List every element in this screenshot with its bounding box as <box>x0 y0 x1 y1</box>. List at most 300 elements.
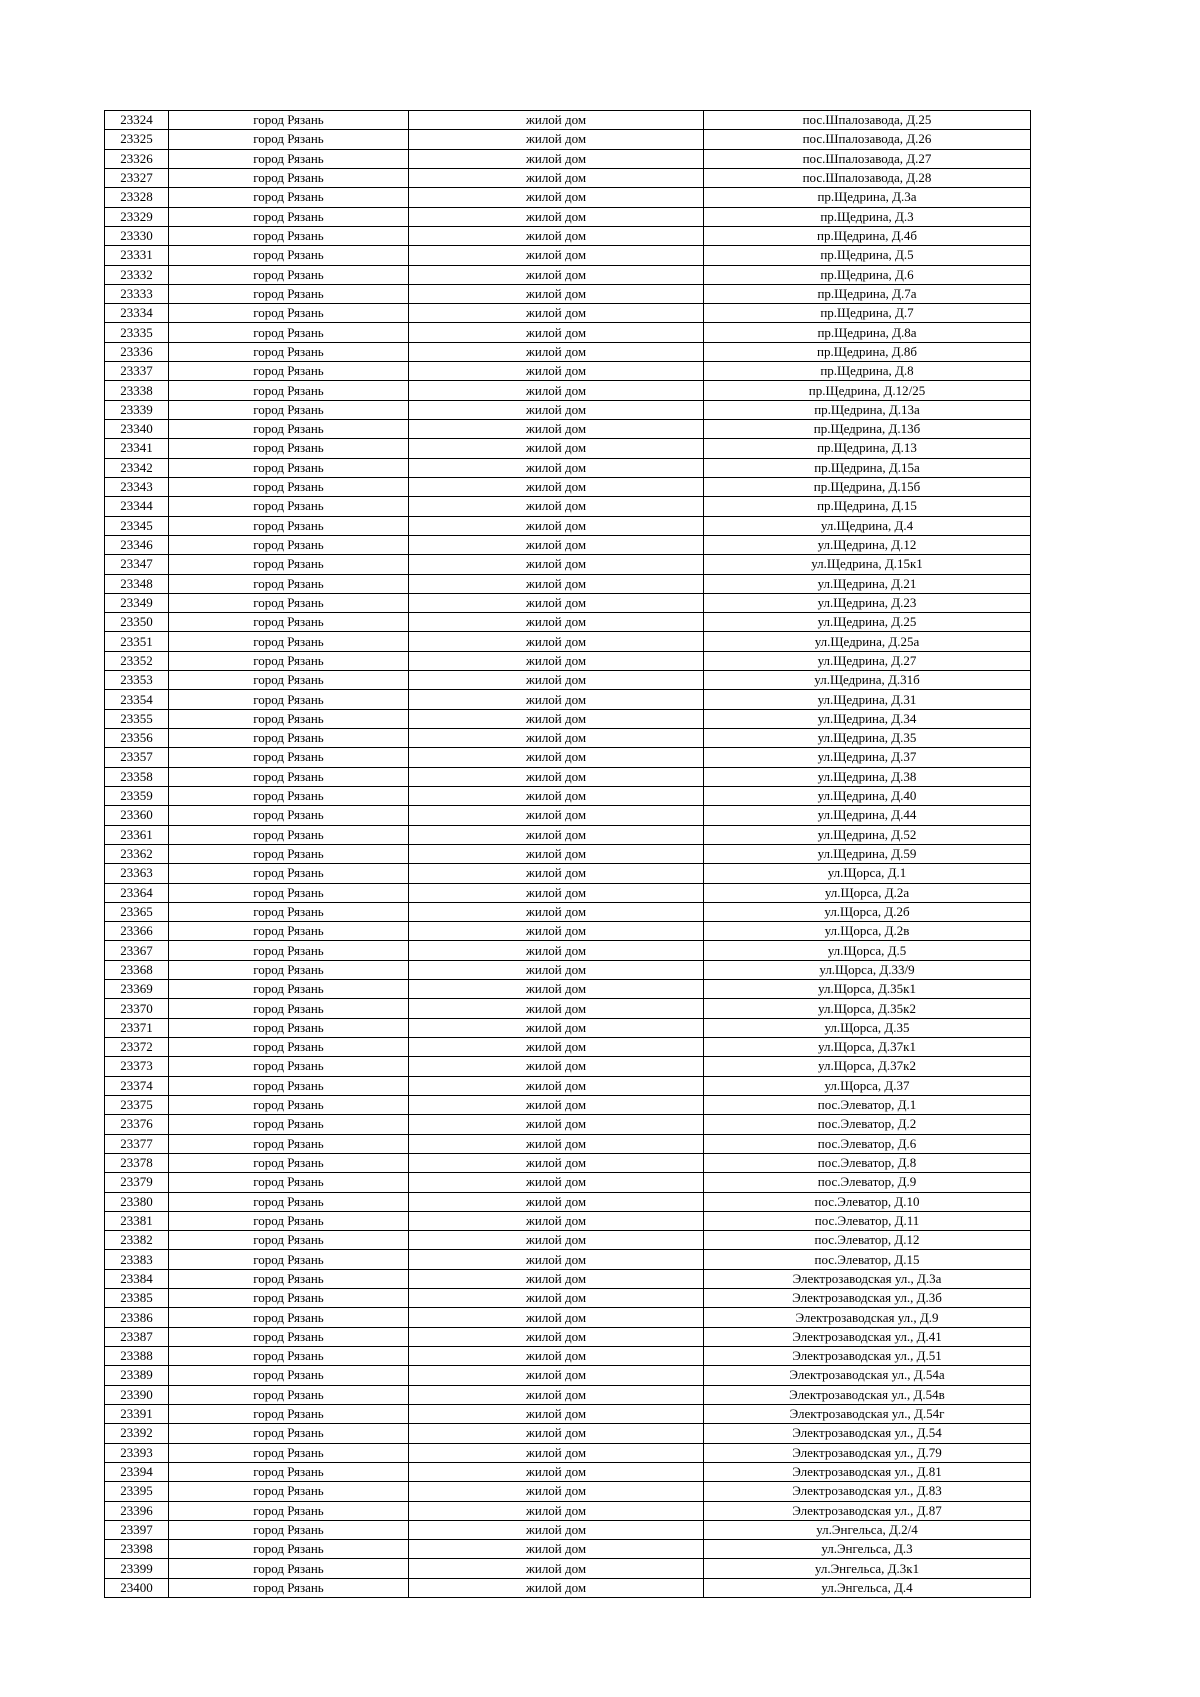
city-cell: город Рязань <box>169 1095 409 1114</box>
row-number-cell: 23325 <box>105 130 169 149</box>
address-cell: пос.Шпалозавода, Д.28 <box>704 168 1031 187</box>
address-cell: пр.Щедрина, Д.7а <box>704 284 1031 303</box>
table-row <box>105 1115 1031 1134</box>
table-row <box>105 477 1031 496</box>
city-cell: город Рязань <box>169 149 409 168</box>
building-type-cell: жилой дом <box>409 1462 704 1481</box>
city-cell: город Рязань <box>169 1211 409 1230</box>
building-type-cell: жилой дом <box>409 362 704 381</box>
building-type-cell: жилой дом <box>409 748 704 767</box>
city-cell: город Рязань <box>169 941 409 960</box>
building-type-cell: жилой дом <box>409 1347 704 1366</box>
table-row <box>105 748 1031 767</box>
city-cell: город Рязань <box>169 1231 409 1250</box>
city-cell: город Рязань <box>169 1443 409 1462</box>
address-cell: ул.Щедрина, Д.4 <box>704 516 1031 535</box>
address-cell: пр.Щедрина, Д.6 <box>704 265 1031 284</box>
address-cell: ул.Щедрина, Д.37 <box>704 748 1031 767</box>
table-row <box>105 806 1031 825</box>
building-type-cell: жилой дом <box>409 323 704 342</box>
address-cell: Электрозаводская ул., Д.9 <box>704 1308 1031 1327</box>
building-type-cell: жилой дом <box>409 729 704 748</box>
address-cell: ул.Щедрина, Д.21 <box>704 574 1031 593</box>
city-cell: город Рязань <box>169 844 409 863</box>
table-row <box>105 1424 1031 1443</box>
table-row <box>105 1076 1031 1095</box>
row-number-cell: 23395 <box>105 1482 169 1501</box>
building-type-cell: жилой дом <box>409 207 704 226</box>
table-row <box>105 864 1031 883</box>
building-type-cell: жилой дом <box>409 1404 704 1423</box>
address-cell: ул.Щедрина, Д.31б <box>704 671 1031 690</box>
city-cell: город Рязань <box>169 1134 409 1153</box>
row-number-cell: 23364 <box>105 883 169 902</box>
table-row <box>105 265 1031 284</box>
city-cell: город Рязань <box>169 111 409 130</box>
city-cell: город Рязань <box>169 1038 409 1057</box>
building-type-cell: жилой дом <box>409 1250 704 1269</box>
city-cell: город Рязань <box>169 922 409 941</box>
city-cell: город Рязань <box>169 748 409 767</box>
city-cell: город Рязань <box>169 381 409 400</box>
row-number-cell: 23400 <box>105 1578 169 1597</box>
building-type-cell: жилой дом <box>409 420 704 439</box>
building-type-cell: жилой дом <box>409 922 704 941</box>
address-cell: ул.Щорса, Д.37к2 <box>704 1057 1031 1076</box>
address-cell: ул.Щедрина, Д.27 <box>704 651 1031 670</box>
row-number-cell: 23393 <box>105 1443 169 1462</box>
address-table <box>104 110 1031 1598</box>
city-cell: город Рязань <box>169 574 409 593</box>
row-number-cell: 23377 <box>105 1134 169 1153</box>
row-number-cell: 23327 <box>105 168 169 187</box>
row-number-cell: 23340 <box>105 420 169 439</box>
table-row <box>105 304 1031 323</box>
row-number-cell: 23338 <box>105 381 169 400</box>
table-row <box>105 1192 1031 1211</box>
row-number-cell: 23346 <box>105 535 169 554</box>
address-cell: пос.Элеватор, Д.12 <box>704 1231 1031 1250</box>
address-cell: пос.Элеватор, Д.6 <box>704 1134 1031 1153</box>
row-number-cell: 23376 <box>105 1115 169 1134</box>
table-row <box>105 1095 1031 1114</box>
city-cell: город Рязань <box>169 1018 409 1037</box>
city-cell: город Рязань <box>169 304 409 323</box>
row-number-cell: 23339 <box>105 400 169 419</box>
address-cell: пос.Элеватор, Д.15 <box>704 1250 1031 1269</box>
address-cell: пр.Щедрина, Д.8 <box>704 362 1031 381</box>
building-type-cell: жилой дом <box>409 497 704 516</box>
table-row <box>105 1482 1031 1501</box>
city-cell: город Рязань <box>169 1424 409 1443</box>
row-number-cell: 23383 <box>105 1250 169 1269</box>
city-cell: город Рязань <box>169 1289 409 1308</box>
address-cell: пр.Щедрина, Д.13а <box>704 400 1031 419</box>
table-row <box>105 1018 1031 1037</box>
address-cell: ул.Щедрина, Д.38 <box>704 767 1031 786</box>
building-type-cell: жилой дом <box>409 284 704 303</box>
city-cell: город Рязань <box>169 1250 409 1269</box>
row-number-cell: 23397 <box>105 1520 169 1539</box>
table-row <box>105 168 1031 187</box>
address-cell: Электрозаводская ул., Д.3б <box>704 1289 1031 1308</box>
row-number-cell: 23385 <box>105 1289 169 1308</box>
row-number-cell: 23331 <box>105 246 169 265</box>
table-row <box>105 1211 1031 1230</box>
address-cell: ул.Щорса, Д.1 <box>704 864 1031 883</box>
address-cell: Электрозаводская ул., Д.87 <box>704 1501 1031 1520</box>
table-row <box>105 111 1031 130</box>
row-number-cell: 23382 <box>105 1231 169 1250</box>
city-cell: город Рязань <box>169 767 409 786</box>
city-cell: город Рязань <box>169 864 409 883</box>
address-cell: ул.Щедрина, Д.25 <box>704 613 1031 632</box>
table-row <box>105 149 1031 168</box>
address-cell: пр.Щедрина, Д.5 <box>704 246 1031 265</box>
building-type-cell: жилой дом <box>409 844 704 863</box>
address-cell: ул.Щедрина, Д.44 <box>704 806 1031 825</box>
city-cell: город Рязань <box>169 497 409 516</box>
city-cell: город Рязань <box>169 1269 409 1288</box>
table-row <box>105 1366 1031 1385</box>
building-type-cell: жилой дом <box>409 786 704 805</box>
city-cell: город Рязань <box>169 130 409 149</box>
city-cell: город Рязань <box>169 999 409 1018</box>
building-type-cell: жилой дом <box>409 1559 704 1578</box>
building-type-cell: жилой дом <box>409 168 704 187</box>
row-number-cell: 23336 <box>105 342 169 361</box>
table-row <box>105 535 1031 554</box>
row-number-cell: 23358 <box>105 767 169 786</box>
building-type-cell: жилой дом <box>409 1192 704 1211</box>
address-cell: ул.Щорса, Д.2а <box>704 883 1031 902</box>
address-cell: пос.Шпалозавода, Д.25 <box>704 111 1031 130</box>
row-number-cell: 23354 <box>105 690 169 709</box>
table-row <box>105 1308 1031 1327</box>
address-table-body <box>105 111 1031 1598</box>
address-cell: пр.Щедрина, Д.7 <box>704 304 1031 323</box>
city-cell: город Рязань <box>169 265 409 284</box>
building-type-cell: жилой дом <box>409 188 704 207</box>
address-cell: Электрозаводская ул., Д.54а <box>704 1366 1031 1385</box>
building-type-cell: жилой дом <box>409 651 704 670</box>
building-type-cell: жилой дом <box>409 1578 704 1597</box>
row-number-cell: 23386 <box>105 1308 169 1327</box>
city-cell: город Рязань <box>169 1482 409 1501</box>
table-row <box>105 207 1031 226</box>
table-row <box>105 825 1031 844</box>
building-type-cell: жилой дом <box>409 1289 704 1308</box>
row-number-cell: 23330 <box>105 226 169 245</box>
building-type-cell: жилой дом <box>409 458 704 477</box>
city-cell: город Рязань <box>169 516 409 535</box>
table-row <box>105 980 1031 999</box>
row-number-cell: 23363 <box>105 864 169 883</box>
address-cell: пр.Щедрина, Д.15б <box>704 477 1031 496</box>
city-cell: город Рязань <box>169 1559 409 1578</box>
table-row <box>105 555 1031 574</box>
city-cell: город Рязань <box>169 1153 409 1172</box>
table-row <box>105 1501 1031 1520</box>
row-number-cell: 23378 <box>105 1153 169 1172</box>
address-cell: Электрозаводская ул., Д.79 <box>704 1443 1031 1462</box>
table-row <box>105 400 1031 419</box>
row-number-cell: 23365 <box>105 902 169 921</box>
city-cell: город Рязань <box>169 439 409 458</box>
table-row <box>105 1134 1031 1153</box>
building-type-cell: жилой дом <box>409 883 704 902</box>
row-number-cell: 23399 <box>105 1559 169 1578</box>
city-cell: город Рязань <box>169 613 409 632</box>
table-row <box>105 1231 1031 1250</box>
address-cell: пос.Элеватор, Д.11 <box>704 1211 1031 1230</box>
address-cell: ул.Щорса, Д.37 <box>704 1076 1031 1095</box>
table-row <box>105 651 1031 670</box>
city-cell: город Рязань <box>169 825 409 844</box>
table-row <box>105 381 1031 400</box>
building-type-cell: жилой дом <box>409 613 704 632</box>
row-number-cell: 23351 <box>105 632 169 651</box>
building-type-cell: жилой дом <box>409 806 704 825</box>
table-row <box>105 902 1031 921</box>
address-cell: пр.Щедрина, Д.8б <box>704 342 1031 361</box>
address-cell: ул.Щедрина, Д.25а <box>704 632 1031 651</box>
row-number-cell: 23353 <box>105 671 169 690</box>
table-row <box>105 1057 1031 1076</box>
building-type-cell: жилой дом <box>409 1038 704 1057</box>
building-type-cell: жилой дом <box>409 1327 704 1346</box>
table-row <box>105 1443 1031 1462</box>
table-row <box>105 767 1031 786</box>
building-type-cell: жилой дом <box>409 999 704 1018</box>
row-number-cell: 23374 <box>105 1076 169 1095</box>
table-row <box>105 574 1031 593</box>
building-type-cell: жилой дом <box>409 1366 704 1385</box>
row-number-cell: 23342 <box>105 458 169 477</box>
city-cell: город Рязань <box>169 729 409 748</box>
table-row <box>105 1404 1031 1423</box>
city-cell: город Рязань <box>169 883 409 902</box>
row-number-cell: 23373 <box>105 1057 169 1076</box>
address-cell: пр.Щедрина, Д.3а <box>704 188 1031 207</box>
table-row <box>105 1540 1031 1559</box>
row-number-cell: 23352 <box>105 651 169 670</box>
address-cell: Электрозаводская ул., Д.81 <box>704 1462 1031 1481</box>
building-type-cell: жилой дом <box>409 1115 704 1134</box>
address-cell: ул.Щедрина, Д.15к1 <box>704 555 1031 574</box>
table-row <box>105 1327 1031 1346</box>
building-type-cell: жилой дом <box>409 400 704 419</box>
city-cell: город Рязань <box>169 207 409 226</box>
building-type-cell: жилой дом <box>409 902 704 921</box>
table-row <box>105 613 1031 632</box>
building-type-cell: жилой дом <box>409 535 704 554</box>
city-cell: город Рязань <box>169 342 409 361</box>
address-cell: пр.Щедрина, Д.13б <box>704 420 1031 439</box>
city-cell: город Рязань <box>169 188 409 207</box>
row-number-cell: 23355 <box>105 709 169 728</box>
table-row <box>105 1462 1031 1481</box>
row-number-cell: 23348 <box>105 574 169 593</box>
table-row <box>105 922 1031 941</box>
row-number-cell: 23389 <box>105 1366 169 1385</box>
address-cell: пос.Элеватор, Д.2 <box>704 1115 1031 1134</box>
city-cell: город Рязань <box>169 1462 409 1481</box>
address-cell: ул.Энгельса, Д.3 <box>704 1540 1031 1559</box>
row-number-cell: 23361 <box>105 825 169 844</box>
address-cell: ул.Щорса, Д.35 <box>704 1018 1031 1037</box>
address-cell: Электрозаводская ул., Д.51 <box>704 1347 1031 1366</box>
row-number-cell: 23341 <box>105 439 169 458</box>
city-cell: город Рязань <box>169 671 409 690</box>
city-cell: город Рязань <box>169 458 409 477</box>
row-number-cell: 23360 <box>105 806 169 825</box>
building-type-cell: жилой дом <box>409 1269 704 1288</box>
address-cell: ул.Щорса, Д.35к1 <box>704 980 1031 999</box>
city-cell: город Рязань <box>169 246 409 265</box>
table-row <box>105 497 1031 516</box>
building-type-cell: жилой дом <box>409 555 704 574</box>
row-number-cell: 23357 <box>105 748 169 767</box>
row-number-cell: 23384 <box>105 1269 169 1288</box>
row-number-cell: 23335 <box>105 323 169 342</box>
city-cell: город Рязань <box>169 535 409 554</box>
row-number-cell: 23343 <box>105 477 169 496</box>
building-type-cell: жилой дом <box>409 1076 704 1095</box>
row-number-cell: 23379 <box>105 1173 169 1192</box>
address-cell: Электрозаводская ул., Д.54 <box>704 1424 1031 1443</box>
row-number-cell: 23356 <box>105 729 169 748</box>
row-number-cell: 23349 <box>105 593 169 612</box>
row-number-cell: 23381 <box>105 1211 169 1230</box>
row-number-cell: 23344 <box>105 497 169 516</box>
city-cell: город Рязань <box>169 1385 409 1404</box>
row-number-cell: 23368 <box>105 960 169 979</box>
table-row <box>105 1289 1031 1308</box>
table-row <box>105 130 1031 149</box>
city-cell: город Рязань <box>169 709 409 728</box>
building-type-cell: жилой дом <box>409 381 704 400</box>
table-row <box>105 1153 1031 1172</box>
address-cell: ул.Щорса, Д.2б <box>704 902 1031 921</box>
row-number-cell: 23375 <box>105 1095 169 1114</box>
building-type-cell: жилой дом <box>409 111 704 130</box>
address-cell: Электрозаводская ул., Д.54г <box>704 1404 1031 1423</box>
table-row <box>105 362 1031 381</box>
building-type-cell: жилой дом <box>409 246 704 265</box>
address-cell: ул.Энгельса, Д.4 <box>704 1578 1031 1597</box>
city-cell: город Рязань <box>169 806 409 825</box>
city-cell: город Рязань <box>169 1366 409 1385</box>
address-cell: пр.Щедрина, Д.4б <box>704 226 1031 245</box>
city-cell: город Рязань <box>169 555 409 574</box>
row-number-cell: 23398 <box>105 1540 169 1559</box>
table-row <box>105 671 1031 690</box>
building-type-cell: жилой дом <box>409 1520 704 1539</box>
address-cell: ул.Щорса, Д.33/9 <box>704 960 1031 979</box>
table-row <box>105 999 1031 1018</box>
city-cell: город Рязань <box>169 477 409 496</box>
city-cell: город Рязань <box>169 1347 409 1366</box>
row-number-cell: 23367 <box>105 941 169 960</box>
table-row <box>105 1269 1031 1288</box>
address-cell: пос.Элеватор, Д.9 <box>704 1173 1031 1192</box>
table-row <box>105 1347 1031 1366</box>
building-type-cell: жилой дом <box>409 1501 704 1520</box>
row-number-cell: 23372 <box>105 1038 169 1057</box>
address-cell: ул.Щедрина, Д.52 <box>704 825 1031 844</box>
row-number-cell: 23390 <box>105 1385 169 1404</box>
city-cell: город Рязань <box>169 1578 409 1597</box>
building-type-cell: жилой дом <box>409 593 704 612</box>
table-row <box>105 690 1031 709</box>
table-row <box>105 342 1031 361</box>
city-cell: город Рязань <box>169 362 409 381</box>
address-cell: ул.Щедрина, Д.31 <box>704 690 1031 709</box>
address-cell: ул.Щедрина, Д.23 <box>704 593 1031 612</box>
building-type-cell: жилой дом <box>409 960 704 979</box>
row-number-cell: 23326 <box>105 149 169 168</box>
address-cell: пос.Элеватор, Д.10 <box>704 1192 1031 1211</box>
building-type-cell: жилой дом <box>409 1231 704 1250</box>
building-type-cell: жилой дом <box>409 439 704 458</box>
address-cell: пр.Щедрина, Д.8а <box>704 323 1031 342</box>
city-cell: город Рязань <box>169 226 409 245</box>
table-row <box>105 941 1031 960</box>
address-cell: ул.Энгельса, Д.3к1 <box>704 1559 1031 1578</box>
row-number-cell: 23396 <box>105 1501 169 1520</box>
building-type-cell: жилой дом <box>409 1153 704 1172</box>
row-number-cell: 23388 <box>105 1347 169 1366</box>
table-row <box>105 1559 1031 1578</box>
address-cell: пр.Щедрина, Д.13 <box>704 439 1031 458</box>
row-number-cell: 23329 <box>105 207 169 226</box>
city-cell: город Рязань <box>169 284 409 303</box>
table-row <box>105 226 1031 245</box>
address-cell: ул.Щедрина, Д.40 <box>704 786 1031 805</box>
building-type-cell: жилой дом <box>409 265 704 284</box>
row-number-cell: 23345 <box>105 516 169 535</box>
address-cell: пр.Щедрина, Д.3 <box>704 207 1031 226</box>
table-row <box>105 1385 1031 1404</box>
row-number-cell: 23332 <box>105 265 169 284</box>
address-cell: пр.Щедрина, Д.15 <box>704 497 1031 516</box>
building-type-cell: жилой дом <box>409 1308 704 1327</box>
table-row <box>105 960 1031 979</box>
city-cell: город Рязань <box>169 1308 409 1327</box>
address-cell: ул.Щорса, Д.2в <box>704 922 1031 941</box>
address-cell: ул.Щорса, Д.5 <box>704 941 1031 960</box>
row-number-cell: 23328 <box>105 188 169 207</box>
city-cell: город Рязань <box>169 1540 409 1559</box>
building-type-cell: жилой дом <box>409 767 704 786</box>
row-number-cell: 23391 <box>105 1404 169 1423</box>
row-number-cell: 23387 <box>105 1327 169 1346</box>
building-type-cell: жилой дом <box>409 1057 704 1076</box>
city-cell: город Рязань <box>169 632 409 651</box>
row-number-cell: 23337 <box>105 362 169 381</box>
address-cell: пос.Шпалозавода, Д.26 <box>704 130 1031 149</box>
row-number-cell: 23370 <box>105 999 169 1018</box>
address-cell: пос.Элеватор, Д.1 <box>704 1095 1031 1114</box>
building-type-cell: жилой дом <box>409 941 704 960</box>
building-type-cell: жилой дом <box>409 980 704 999</box>
address-cell: пос.Элеватор, Д.8 <box>704 1153 1031 1172</box>
address-cell: ул.Щедрина, Д.34 <box>704 709 1031 728</box>
building-type-cell: жилой дом <box>409 1134 704 1153</box>
table-row <box>105 323 1031 342</box>
city-cell: город Рязань <box>169 1057 409 1076</box>
